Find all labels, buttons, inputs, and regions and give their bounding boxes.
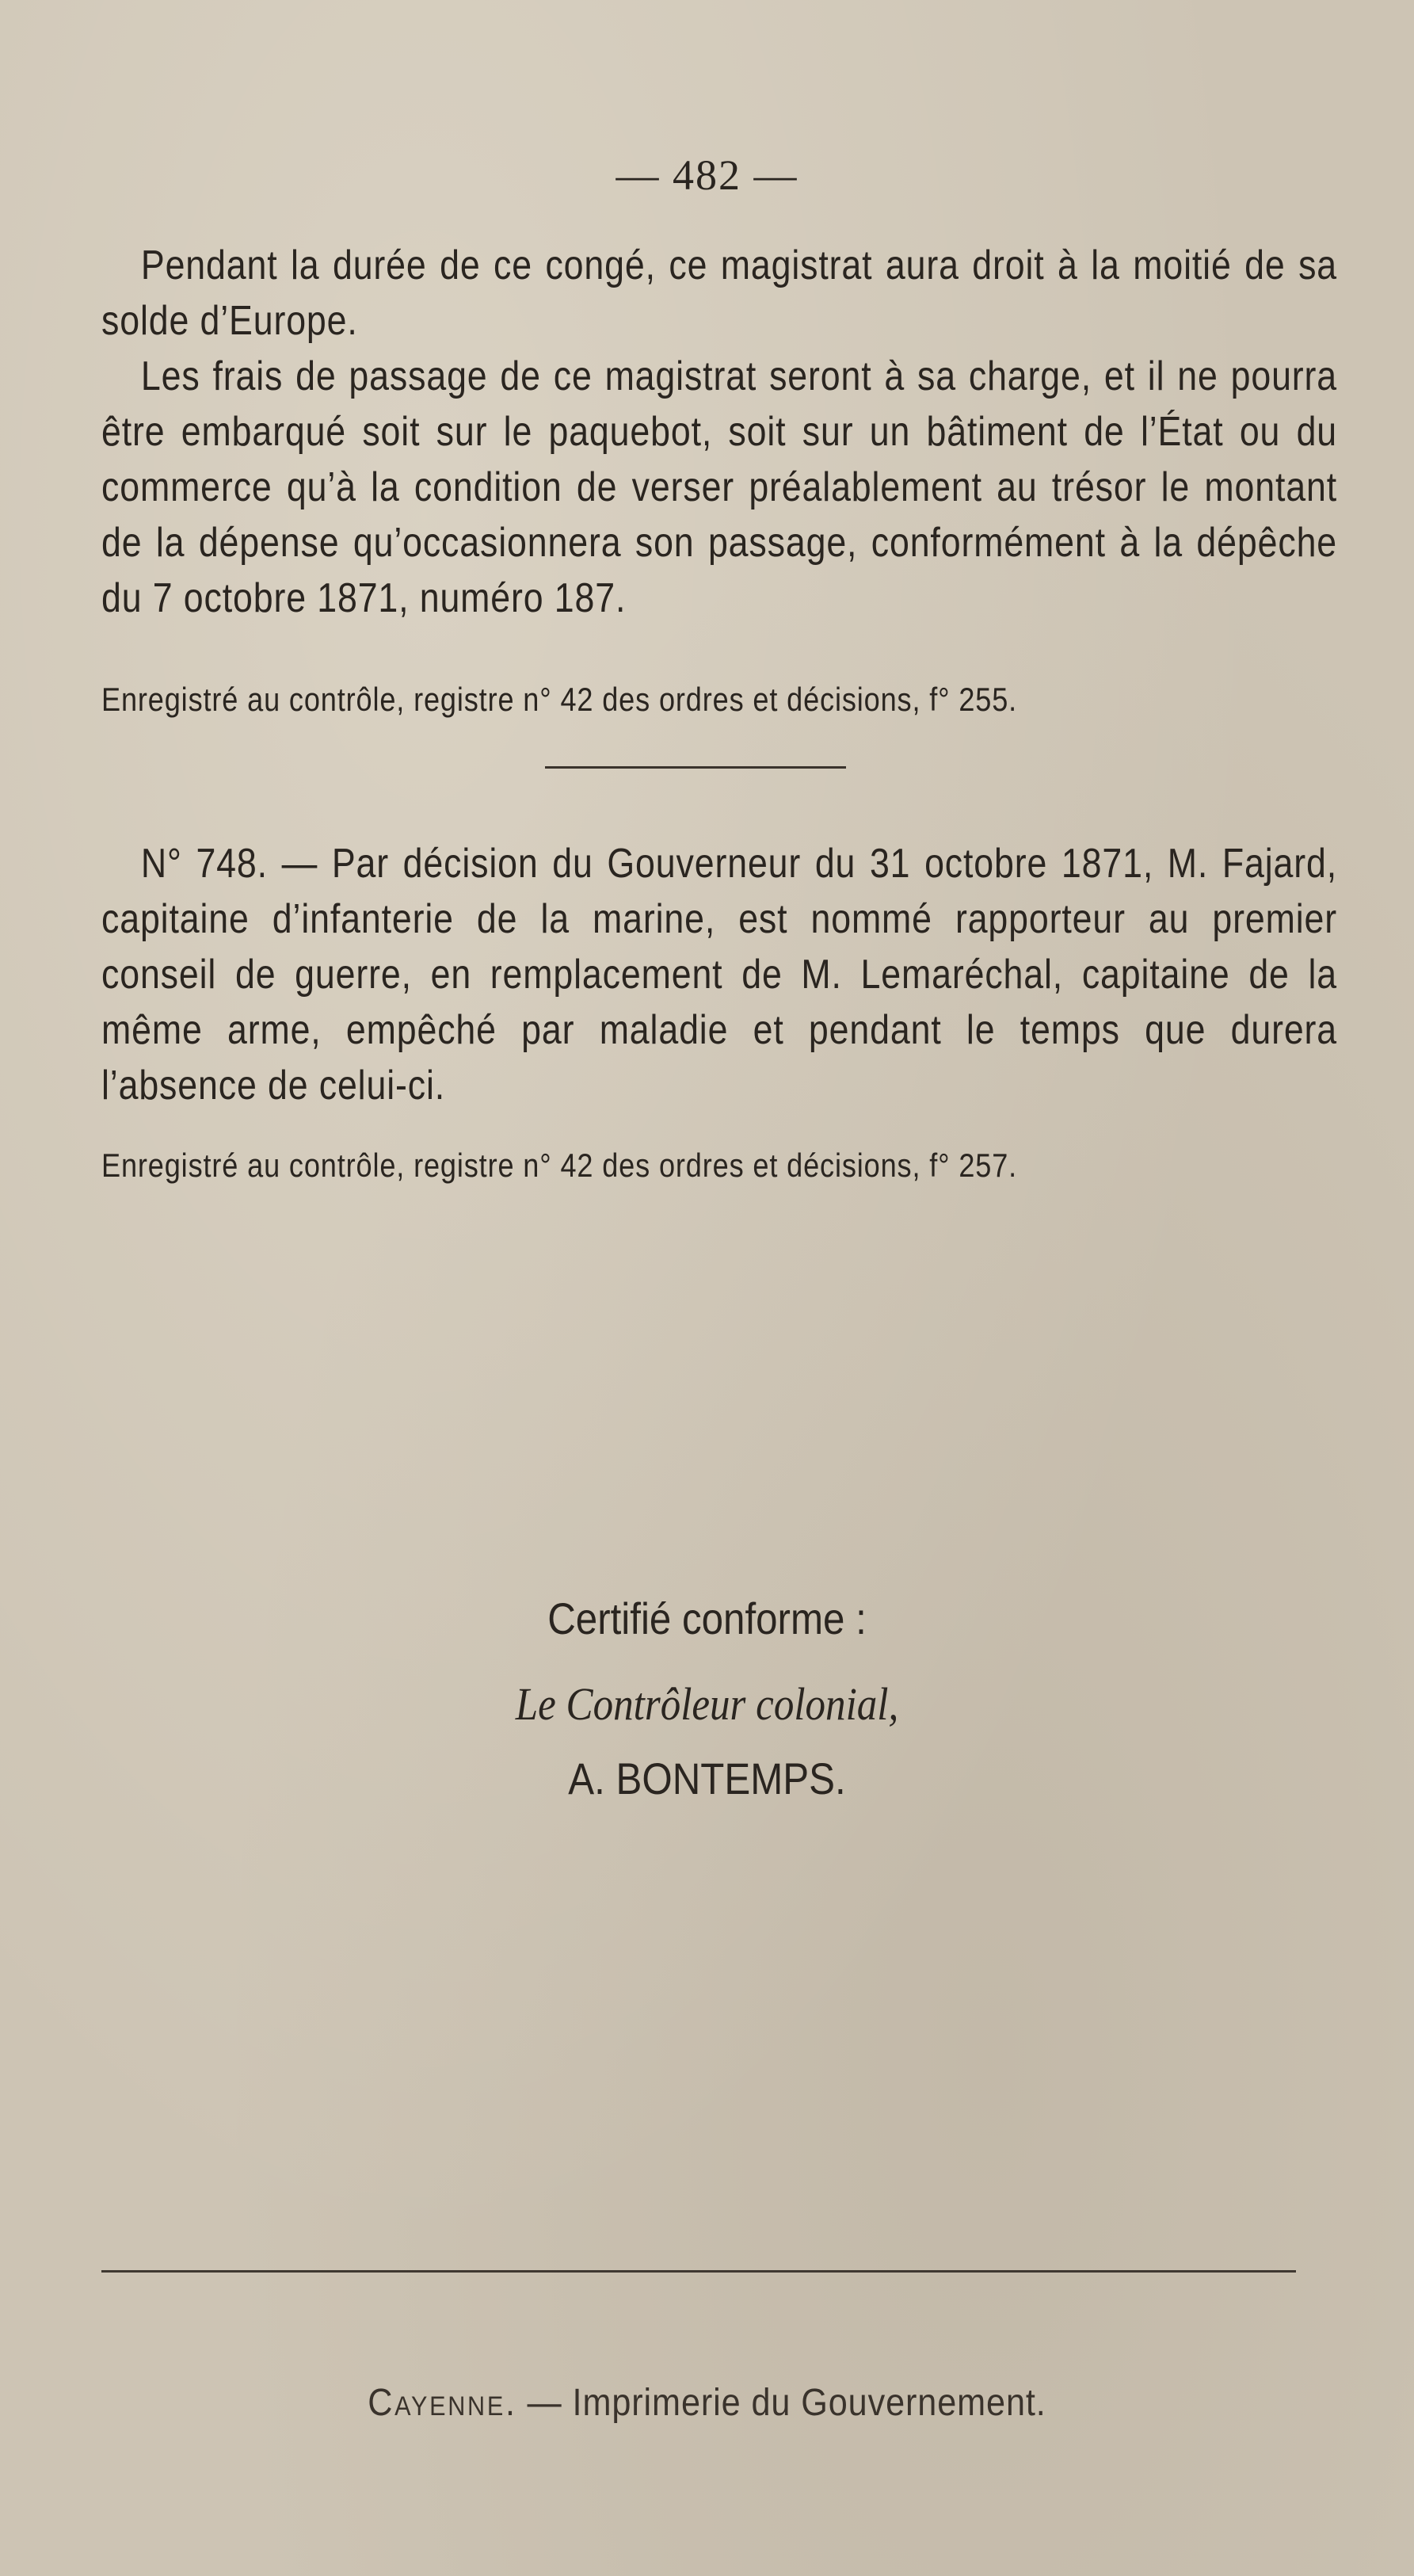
- section-divider: [545, 766, 846, 769]
- registration-note-257: Enregistré au contrôle, registre n° 42 des ordres et décisions, f° 257.: [101, 1147, 1018, 1184]
- decision-748-text: N° 748. — Par décision du Gouverneur du 31 octobre 1871, M. Fajard, capitaine d’infanterie de la marine, est nommé rapporteur au premier conseil de guerre, en remplacement de M. Lemaréchal, capitaine de la même arme, empêché par maladie et pendant le temps que durera l’absence de celui-ci.: [101, 841, 1338, 1109]
- paragraph-frais-passage: Les frais de passage de ce magistrat seront à sa charge, et il ne pourra être embarqué soit sur le paquebot, soit sur un bâtiment de l’État ou du commerce qu’à la condition de verser préalablement au trésor le montant de la dépense qu’occasionnera son passage, conformément à la dépêche du 7 octobre 1871, numéro 187.: [101, 353, 1338, 621]
- registration-note-1-wrap: [101, 677, 1337, 722]
- signatory-name: A. BONTEMPS.: [568, 1754, 846, 1803]
- page-number: — 482 —: [616, 151, 798, 199]
- printer-imprint: [71, 2381, 1343, 2425]
- footer-divider: [101, 2270, 1296, 2273]
- registration-note-255: Enregistré au contrôle, registre n° 42 des ordres et décisions, f° 255.: [101, 681, 1018, 718]
- imprint-printer: — Imprimerie du Gouvernement.: [527, 2382, 1046, 2424]
- controleur-colonial: Le Contrôleur colonial,: [515, 1678, 899, 1730]
- paragraph-conge-solde: Pendant la durée de ce congé, ce magistrat aura droit à la moitié de sa solde d’Europe.: [101, 242, 1338, 344]
- registration-note-2-wrap: [101, 1143, 1337, 1188]
- imprint-place: Cayenne.: [368, 2382, 517, 2424]
- top-section: [101, 238, 1337, 626]
- decision-748-section: [101, 836, 1337, 1113]
- certifie-conforme: Certifié conforme :: [547, 1593, 867, 1643]
